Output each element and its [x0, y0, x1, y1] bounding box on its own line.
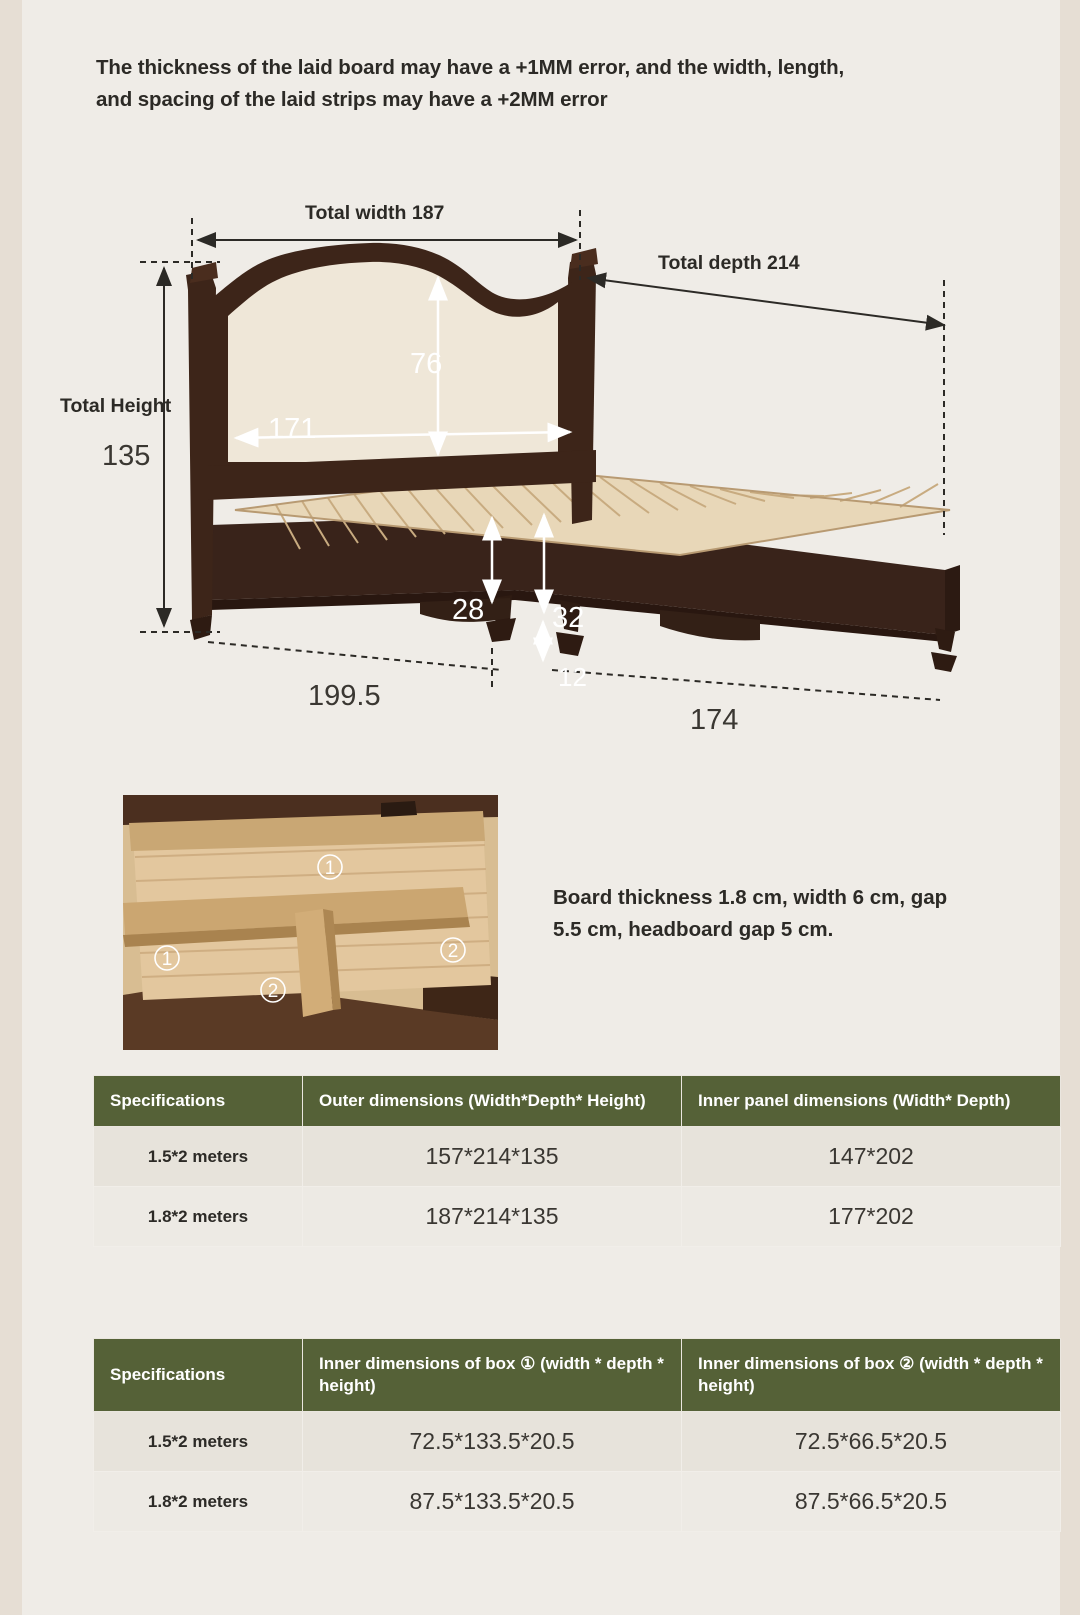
value-panel-width-171: 171 — [268, 413, 317, 445]
photo-note-text: Board thickness 1.8 cm, width 6 cm, gap 5.5 cm, headboard gap 5 cm. — [553, 886, 948, 941]
table-row — [94, 1187, 1061, 1247]
svg-text:2: 2 — [447, 941, 459, 962]
page-edge-left — [0, 0, 22, 1615]
storage-box-photo — [123, 795, 498, 1050]
table2-header-1: Inner dimensions of box ① (width * depth * height) — [303, 1339, 682, 1412]
table1-r1-c2: 177*202 — [682, 1187, 1061, 1247]
svg-text:1: 1 — [324, 858, 336, 879]
table1-r0-c0: 1.5*2 meters — [94, 1127, 303, 1187]
svg-text:2: 2 — [267, 981, 279, 1002]
table-box-dimensions — [93, 1338, 1061, 1532]
dim-174 — [552, 670, 940, 700]
table-row — [94, 1472, 1061, 1532]
value-12: 12 — [558, 662, 587, 692]
table2-r0-c0: 1.5*2 meters — [94, 1412, 303, 1472]
value-total-height: 135 — [102, 440, 151, 472]
table2-r0-c1: 72.5*133.5*20.5 — [303, 1412, 682, 1472]
table1-header-2: Inner panel dimensions (Width* Depth) — [682, 1076, 1061, 1127]
table-outer-inner-dimensions — [93, 1075, 1061, 1247]
table2-header-0: Specifications — [94, 1339, 303, 1412]
table1-r1-c0: 1.8*2 meters — [94, 1187, 303, 1247]
storage-box-illustration — [123, 795, 498, 1050]
table1-r1-c1: 187*214*135 — [303, 1187, 682, 1247]
table-row — [94, 1127, 1061, 1187]
table2-r1-c1: 87.5*133.5*20.5 — [303, 1472, 682, 1532]
value-174: 174 — [690, 704, 739, 736]
top-note-text: The thickness of the laid board may have a +1MM error, and the width, length, and spacing of the laid strips may have a +2MM error — [96, 56, 845, 111]
table-header-row — [94, 1076, 1061, 1127]
label-total-width: Total width 187 — [305, 202, 445, 224]
table2-r1-c2: 87.5*66.5*20.5 — [682, 1472, 1061, 1532]
page-edge-right — [1060, 0, 1080, 1615]
label-total-depth: Total depth 214 — [658, 252, 800, 274]
table-row — [94, 1412, 1061, 1472]
value-32: 32 — [552, 602, 585, 634]
bed-illustration — [40, 170, 1040, 770]
table2-r1-c0: 1.8*2 meters — [94, 1472, 303, 1532]
table1-header-0: Specifications — [94, 1076, 303, 1127]
table2-header-2: Inner dimensions of box ② (width * depth * height) — [682, 1339, 1061, 1412]
bed-dimension-diagram — [40, 170, 1040, 770]
table1-header-1: Outer dimensions (Width*Depth* Height) — [303, 1076, 682, 1127]
value-199-5: 199.5 — [308, 680, 381, 712]
table2-r0-c2: 72.5*66.5*20.5 — [682, 1412, 1061, 1472]
label-total-height: Total Height — [60, 395, 172, 417]
svg-text:1: 1 — [161, 949, 173, 970]
value-28: 28 — [452, 594, 485, 626]
table1-r0-c2: 147*202 — [682, 1127, 1061, 1187]
value-panel-height-76: 76 — [410, 348, 443, 380]
table1-r0-c1: 157*214*135 — [303, 1127, 682, 1187]
table-header-row — [94, 1339, 1061, 1412]
